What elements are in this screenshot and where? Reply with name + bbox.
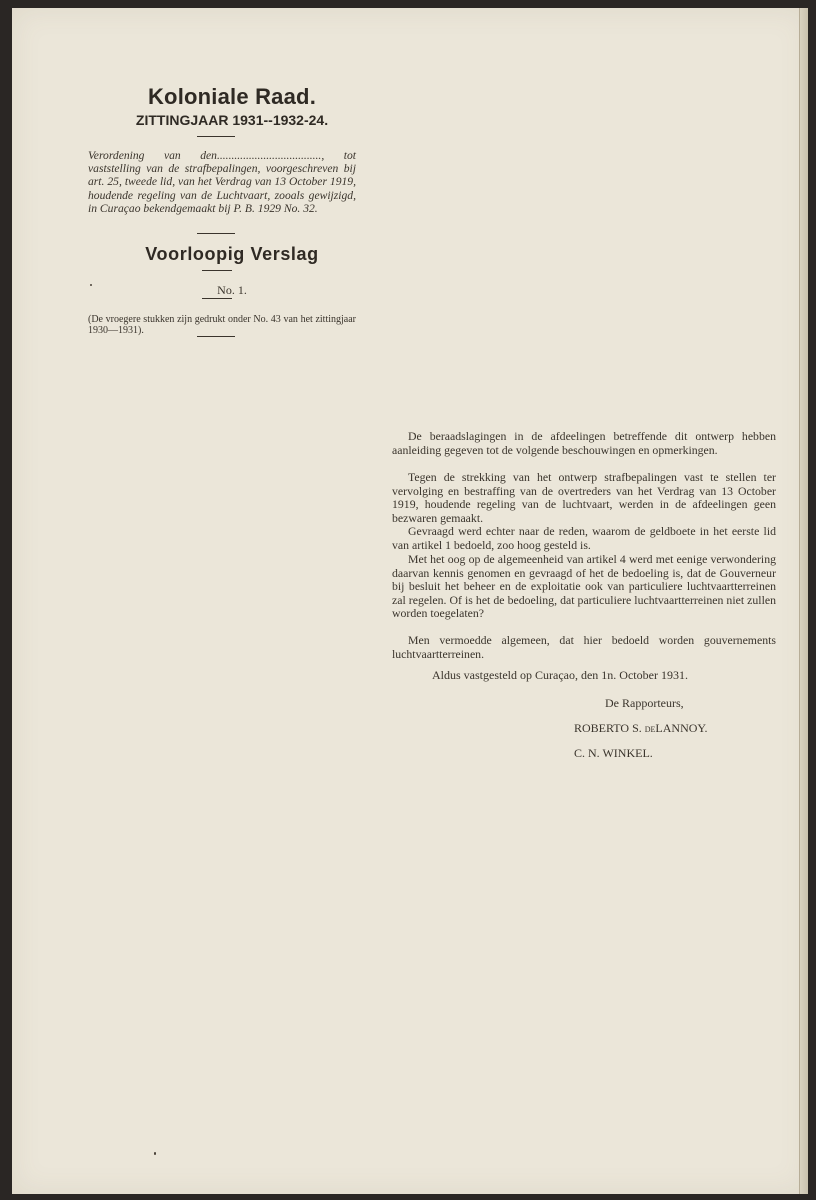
body-paragraph-1: De beraadslagingen in de afdeelingen betreffende dit ontwerp hebben aanleiding gegeven tot de volgende beschouwingen en opmerkingen. — [392, 429, 776, 457]
divider-rule — [197, 136, 235, 137]
divider-rule — [197, 233, 235, 234]
rapporteurs-label: De Rapporteurs, — [605, 696, 684, 710]
rapporteur-1-last: LANNOY. — [655, 721, 708, 735]
session-year: ZITTINGJAAR 1931--1932-24. — [135, 112, 329, 128]
body-paragraph-4: Met het oog op de algemeenheid van artikel 4 werd met eenige verwondering daarvan kennis genomen en gevraagd of het de bedoeling is, dat de Gouverneur bij besluit het beheer en de exploitatie ook van particuliere luchtvaartterreinen zal regelen. Of is het de bedoeling, dat particuliere luchtvaartterreinen niet zullen worden toegelaten? — [392, 552, 776, 621]
document-page — [12, 8, 808, 1194]
page-edge — [799, 8, 808, 1194]
report-number: No. 1. — [217, 283, 247, 297]
body-paragraph-5: Men vermoedde algemeen, dat hier bedoeld worden gouvernements luchtvaartterreinen. — [392, 633, 776, 661]
earlier-documents-note: (De vroegere stukken zijn gedrukt onder No. 43 van het zittingjaar 1930—1931). — [88, 314, 356, 337]
divider-rule — [202, 298, 232, 299]
body-paragraph-3: Gevraagd werd echter naar de reden, waarom de geldboete in het eerste lid van artikel 1 bedoeld, zoo hoog gesteld is. — [392, 524, 776, 552]
place-and-date: Aldus vastgesteld op Curaçao, den 1n. October 1931. — [432, 668, 688, 682]
report-heading: Voorloopig Verslag — [145, 244, 319, 264]
body-paragraph-2: Tegen de strekking van het ontwerp strafbepalingen vast te stellen ter vervolging en bestraffing van de overtreders van het Verdrag van 13 October 1919, houdende regeling van de luchtvaart, werden in de afdeelingen geen bezwaren gemaakt. — [392, 470, 776, 525]
ordinance-description: Verordening van den...................................., tot vaststelling van de strafbepalingen, voorgeschreven bij art. 25, tweede lid, van het Verdrag van 13 October 1919, houdende regeling van de Luchtvaart, zooals gewijzigd, in Curaçao bekendgemaakt bij P. B. 1929 No. 32. — [88, 149, 356, 215]
divider-rule — [202, 270, 232, 271]
council-title: Koloniale Raad. — [147, 84, 317, 109]
rapporteur-1-first: ROBERTO S. — [574, 721, 642, 735]
rapporteur-name-2: C. N. WINKEL. — [574, 746, 653, 760]
divider-rule — [197, 336, 235, 337]
rapporteur-1-particle: de — [644, 723, 656, 735]
rapporteur-name-1 — [574, 721, 708, 736]
paper-speck — [154, 1152, 156, 1155]
paper-speck — [90, 284, 92, 286]
